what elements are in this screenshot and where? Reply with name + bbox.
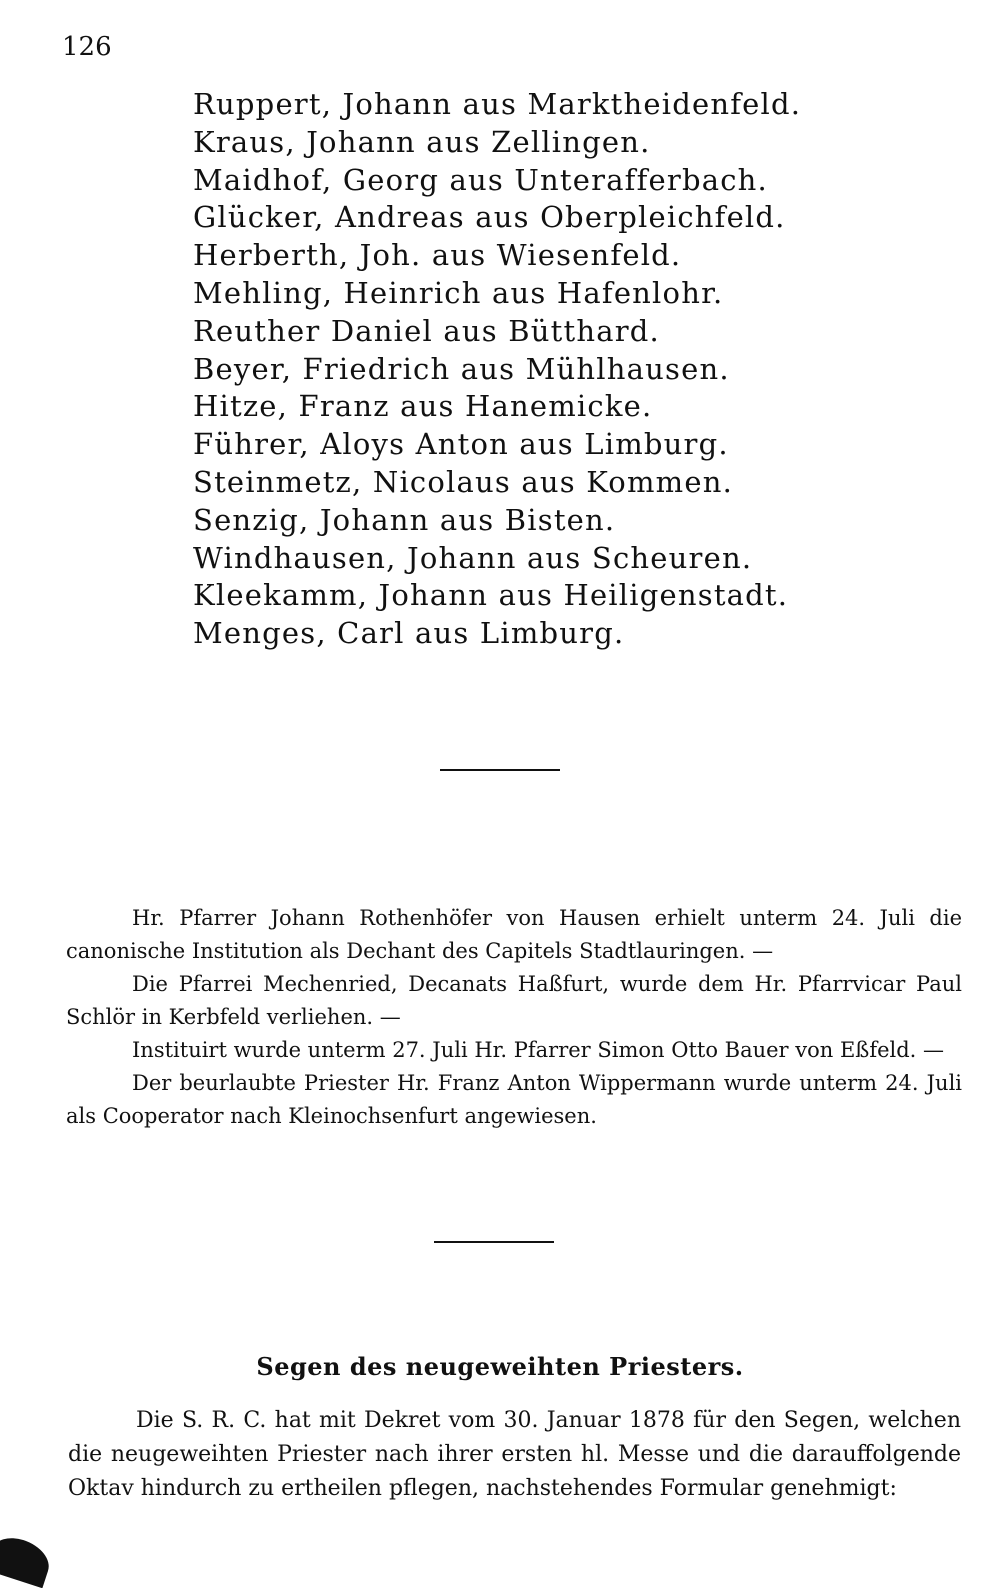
ordinand-list (193, 86, 801, 653)
list-item: Kleekamm, Johann aus Heiligenstadt. (193, 578, 789, 613)
notice-paragraph: Instituirt wurde unterm 27. Juli Hr. Pfarrer Simon Otto Bauer von Eßfeld. — (132, 1038, 945, 1062)
list-item: Menges, Carl aus Limburg. (193, 616, 625, 651)
section-body-paragraph: Die S. R. C. hat mit Dekret vom 30. Januar 1878 für den Segen, welchen die neugeweihten Priester nach ihrer ersten hl. Messe und die darauffolgende Oktav hindurch zu ertheilen pflegen, nachstehendes Formular genehmigt: (68, 1408, 961, 1501)
list-item: Hitze, Franz aus Hanemicke. (193, 389, 653, 424)
scan-edge-mark (0, 1532, 55, 1588)
notice-paragraph: Der beurlaubte Priester Hr. Franz Anton Wippermann wurde unterm 24. Juli als Cooperator nach Kleinochsenfurt angewiesen. (66, 1071, 962, 1128)
list-item: Mehling, Heinrich aus Hafenlohr. (193, 275, 724, 310)
clergy-notices (66, 902, 962, 1133)
list-item: Führer, Aloys Anton aus Limburg. (193, 427, 729, 462)
notice-paragraph: Die Pfarrei Mechenried, Decanats Haßfurt, wurde dem Hr. Pfarrvicar Paul Schlör in Kerbfeld verliehen. — (66, 972, 962, 1029)
list-item: Ruppert, Johann aus Marktheidenfeld. (193, 87, 802, 121)
page-number: 126 (62, 32, 112, 62)
section-divider (434, 1241, 554, 1243)
list-item: Beyer, Friedrich aus Mühlhausen. (193, 351, 730, 386)
list-item: Windhausen, Johann aus Scheuren. (193, 540, 753, 575)
list-item: Glücker, Andreas aus Oberpleichfeld. (193, 200, 786, 235)
list-item: Herberth, Joh. aus Wiesenfeld. (193, 238, 682, 273)
list-item: Steinmetz, Nicolaus aus Kommen. (193, 464, 734, 499)
section-heading: Segen des neugeweihten Priesters. (256, 1352, 744, 1381)
section-divider (440, 769, 560, 771)
list-item: Senzig, Johann aus Bisten. (193, 502, 616, 537)
list-item: Maidhof, Georg aus Unterafferbach. (193, 162, 768, 197)
notice-paragraph: Hr. Pfarrer Johann Rothenhöfer von Hausen erhielt unterm 24. Juli die canonische Institution als Dechant des Capitels Stadtlauringen. — (66, 906, 962, 963)
list-item: Kraus, Johann aus Zellingen. (193, 124, 651, 159)
list-item: Reuther Daniel aus Bütthard. (193, 313, 660, 348)
